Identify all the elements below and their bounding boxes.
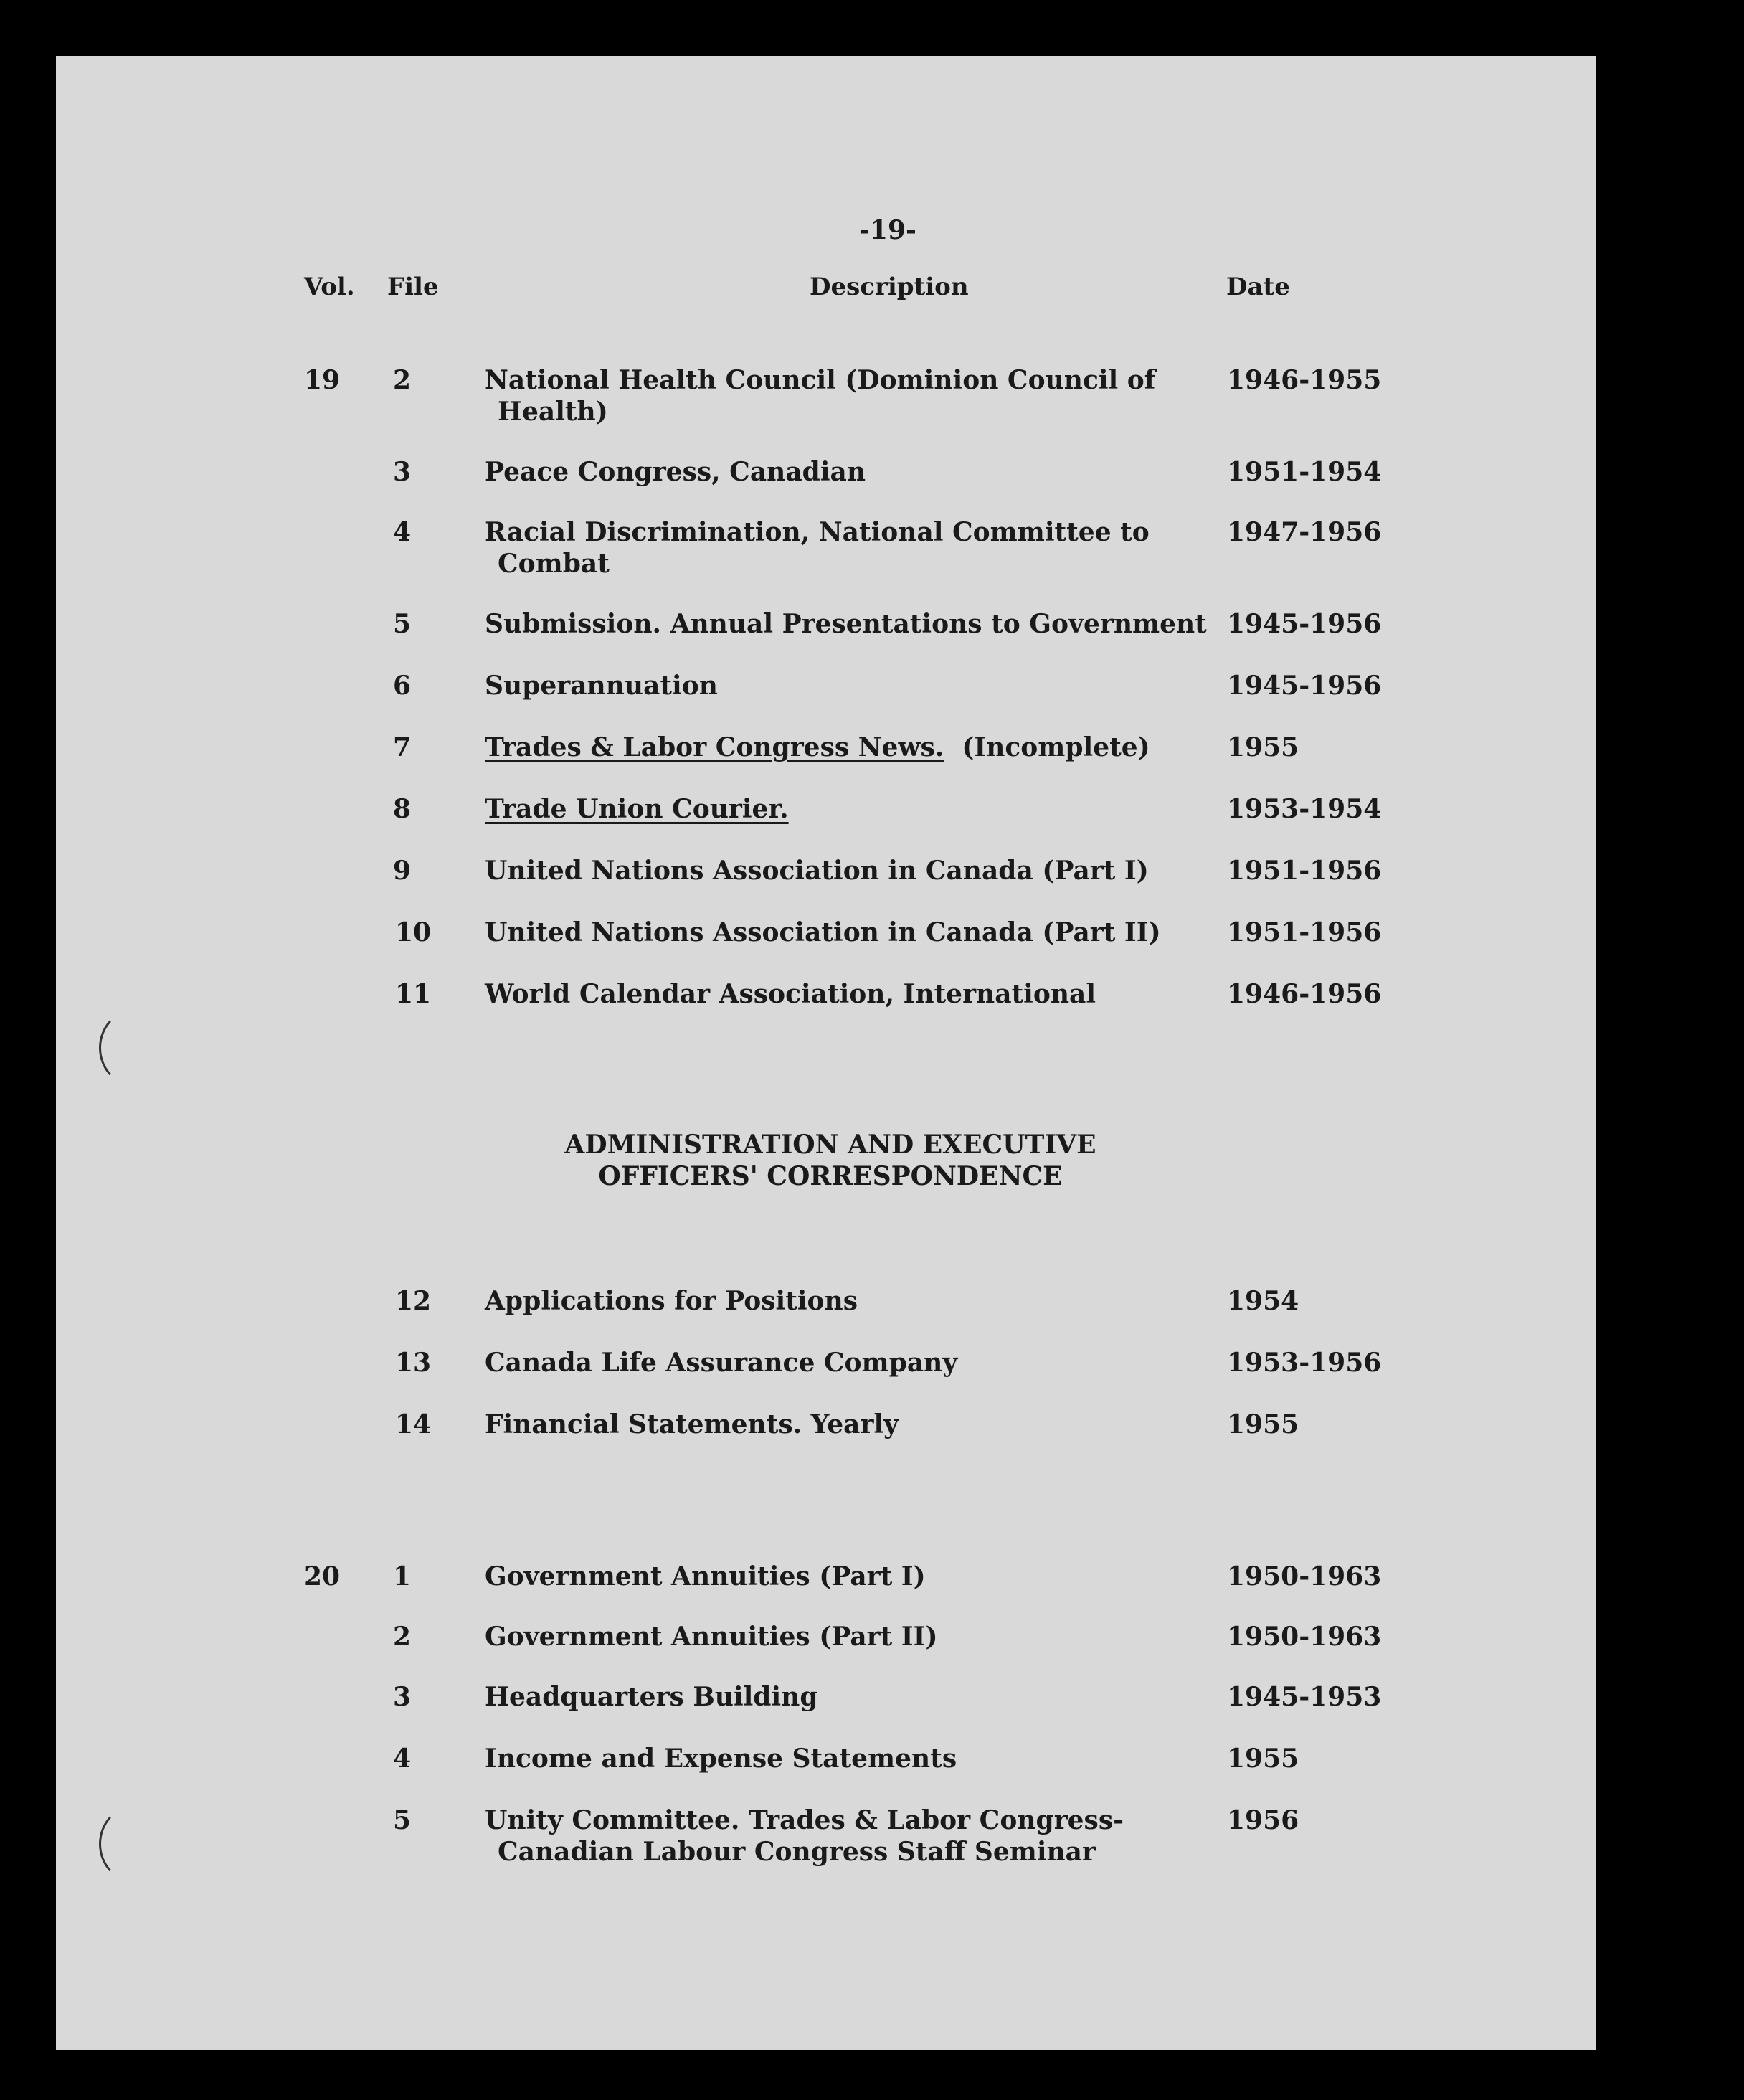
entry-date: 1956 [1227, 1805, 1299, 1835]
entry-date: 1946-1955 [1227, 365, 1382, 395]
entry-description [485, 1285, 1202, 1317]
column-header-file: File [387, 273, 439, 301]
entry-description [485, 1805, 1202, 1868]
entry-date: 1951-1954 [1227, 457, 1382, 487]
description-line-2: Health) [498, 397, 608, 427]
binder-hole-mark [99, 1806, 168, 1882]
entry-date: 1950-1963 [1227, 1622, 1382, 1652]
entry-file: 10 [395, 917, 432, 947]
column-header-description: Description [810, 273, 969, 301]
entry-file: 8 [393, 794, 412, 824]
entry-description [485, 855, 1202, 886]
entry-description [485, 1347, 1202, 1378]
entry-description [485, 978, 1202, 1010]
entry-description [485, 1743, 1202, 1774]
column-header-date: Date [1226, 273, 1290, 301]
entry-file: 11 [395, 979, 432, 1009]
description-line-1: Racial Discrimination, National Committee to [485, 517, 1150, 547]
entry-file: 4 [393, 517, 412, 547]
entry-date: 1953-1954 [1227, 794, 1382, 824]
publication-title: Trade Union Courier. [485, 794, 789, 824]
entry-description [485, 793, 1202, 825]
entry-file: 1 [393, 1561, 412, 1591]
entry-description [485, 1409, 1202, 1440]
description-line-2: Combat [498, 549, 610, 579]
description-line-1: National Health Council (Dominion Council of [485, 365, 1156, 395]
entry-description [485, 516, 1202, 580]
entry-file: 2 [393, 1622, 412, 1652]
entry-file: 6 [393, 671, 412, 701]
description-line-1: Government Annuities (Part I) [485, 1561, 926, 1591]
entry-file: 5 [393, 609, 412, 639]
description-line-1 [485, 793, 1202, 825]
entry-description [485, 364, 1202, 427]
description-line-1: United Nations Association in Canada (Part II) [485, 917, 1161, 947]
section-heading-line-2: OFFICERS' CORRESPONDENCE [598, 1161, 1063, 1191]
description-line-1: Applications for Positions [485, 1286, 858, 1316]
description-line-1: World Calendar Association, International [485, 979, 1096, 1009]
entry-date: 1955 [1227, 1744, 1299, 1774]
description-line-1: Headquarters Building [485, 1682, 818, 1712]
document-page [56, 56, 1596, 2050]
page-number: -19- [859, 215, 916, 245]
description-line-2: Canadian Labour Congress Staff Seminar [498, 1837, 1096, 1867]
section-heading [551, 1129, 1110, 1192]
entry-description [485, 1681, 1202, 1713]
entry-vol: 20 [304, 1561, 341, 1591]
entry-date: 1954 [1227, 1286, 1299, 1316]
description-note: (Incomplete) [944, 732, 1150, 762]
entry-description [485, 1621, 1202, 1652]
description-line-1: Income and Expense Statements [485, 1744, 957, 1774]
entry-description [485, 917, 1202, 948]
entry-file: 7 [393, 732, 412, 762]
entry-date: 1945-1956 [1227, 609, 1382, 639]
description-line-1: Submission. Annual Presentations to Government [485, 609, 1207, 639]
entry-file: 12 [395, 1286, 432, 1316]
column-header-vol: Vol. [304, 273, 355, 301]
entry-date: 1947-1956 [1227, 517, 1382, 547]
entry-description [485, 732, 1202, 763]
section-heading-line-1: ADMINISTRATION AND EXECUTIVE [564, 1130, 1096, 1160]
entry-vol: 19 [304, 365, 341, 395]
entry-description [485, 670, 1202, 701]
entry-description [485, 608, 1207, 640]
description-line-1: Superannuation [485, 671, 718, 701]
entry-description [485, 1561, 1202, 1592]
entry-file: 3 [393, 457, 412, 487]
entry-file: 5 [393, 1805, 412, 1835]
description-line-1: Unity Committee. Trades & Labor Congress- [485, 1805, 1124, 1835]
entry-date: 1950-1963 [1227, 1561, 1382, 1591]
description-line-1: Canada Life Assurance Company [485, 1348, 958, 1378]
entry-file: 4 [393, 1744, 412, 1774]
entry-date: 1945-1956 [1227, 671, 1382, 701]
entry-file: 2 [393, 365, 412, 395]
entry-date: 1953-1956 [1227, 1348, 1382, 1378]
description-line-1: Government Annuities (Part II) [485, 1622, 938, 1652]
entry-file: 9 [393, 856, 412, 886]
publication-title: Trades & Labor Congress News. [485, 732, 944, 762]
entry-date: 1951-1956 [1227, 856, 1382, 886]
description-line-1: United Nations Association in Canada (Part I) [485, 856, 1149, 886]
description-line-1: Financial Statements. Yearly [485, 1409, 899, 1439]
description-line-1: Peace Congress, Canadian [485, 457, 866, 487]
entry-date: 1946-1956 [1227, 979, 1382, 1009]
entry-date: 1955 [1227, 732, 1299, 762]
entry-description [485, 456, 1202, 488]
entry-date: 1955 [1227, 1409, 1299, 1439]
entry-file: 3 [393, 1682, 412, 1712]
binder-hole-mark [99, 1010, 168, 1086]
entry-date: 1951-1956 [1227, 917, 1382, 947]
description-line-1 [485, 732, 1202, 763]
entry-date: 1945-1953 [1227, 1682, 1382, 1712]
entry-file: 14 [395, 1409, 432, 1439]
entry-file: 13 [395, 1348, 432, 1378]
